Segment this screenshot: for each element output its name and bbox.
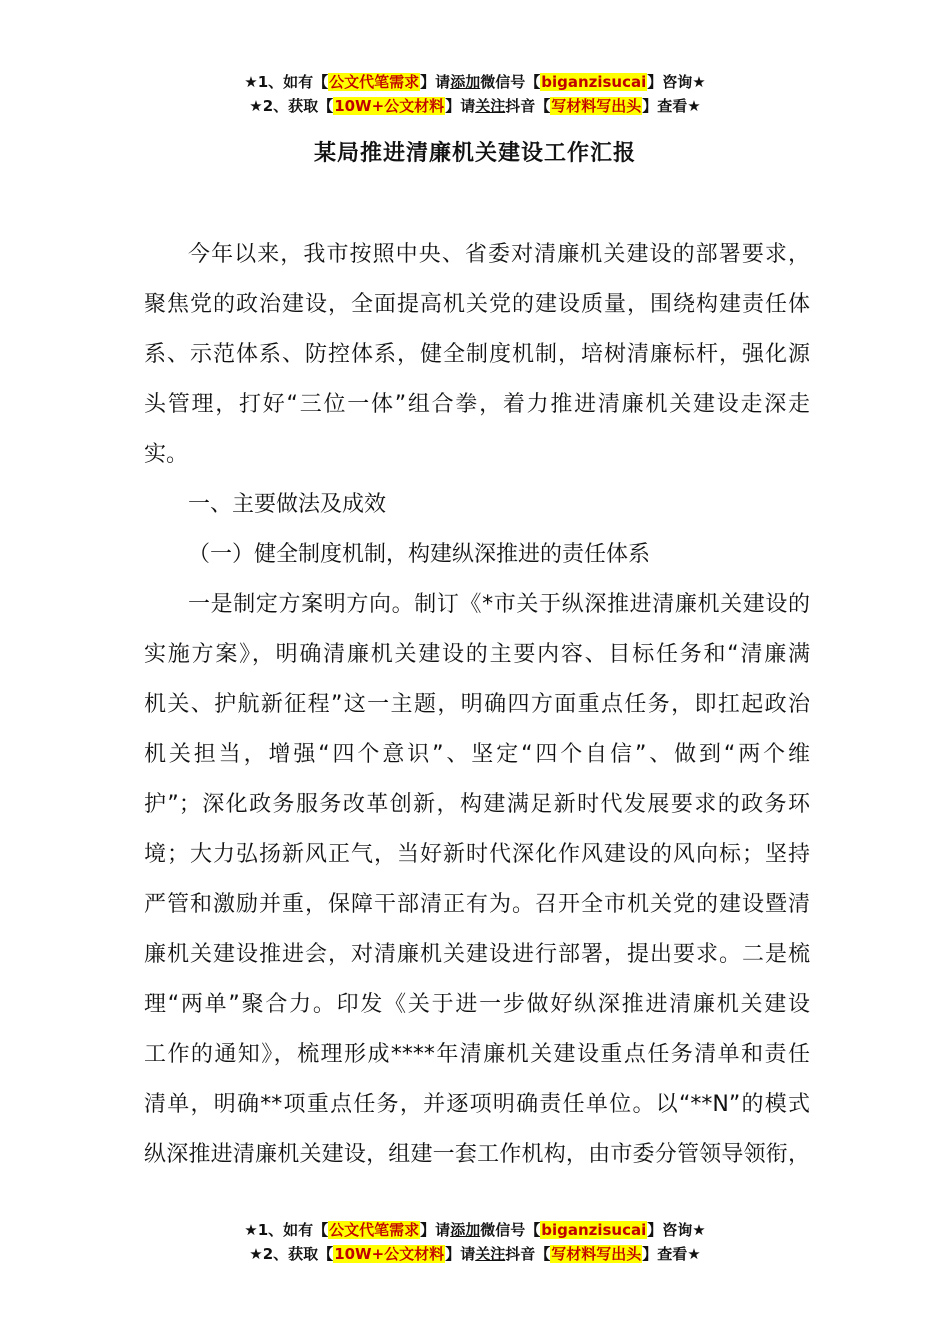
highlight-materials: 10W+公文材料 <box>334 1245 445 1263</box>
promo-line-1: ★1、如有【公文代笔需求】请添加微信号【biganzisucai】咨询★ <box>244 73 706 91</box>
promo-line-2: ★2、获取【10W+公文材料】请关注抖音【写材料写出头】查看★ <box>249 97 701 115</box>
highlight-douyin: 写材料写出头 <box>551 1245 642 1263</box>
body-line: 机关担当，增强“四个意识”、坚定“四个自信”、做到“两个维 <box>144 742 810 767</box>
body-line: 护”；深化政务服务改革创新，构建满足新时代发展要求的政务环 <box>144 792 810 817</box>
body-line: 纵深推进清廉机关建设，组建一套工作机构，由市委分管领导领衔， <box>144 1142 810 1167</box>
body-line: 廉机关建设推进会，对清廉机关建设进行部署，提出要求。二是梳 <box>144 942 810 967</box>
body-line: 系、示范体系、防控体系，健全制度机制，培树清廉标杆，强化源 <box>144 342 810 367</box>
body-line: 境；大力弘扬新风正气，当好新时代深化作风建设的风向标；坚持 <box>144 842 810 867</box>
highlight-wechat-id: biganzisucai <box>541 1221 647 1239</box>
body-line: 清单，明确**项重点任务，并逐项明确责任单位。以“**N”的模式 <box>144 1092 810 1117</box>
subsection-heading: （一）健全制度机制，构建纵深推进的责任体系 <box>188 542 651 567</box>
body-line: 头管理，打好“三位一体”组合拳，着力推进清廉机关建设走深走 <box>144 392 810 417</box>
highlight-service: 公文代笔需求 <box>329 73 420 91</box>
document-title: 某局推进清廉机关建设工作汇报 <box>313 141 636 166</box>
body-line: 聚焦党的政治建设，全面提高机关党的建设质量，围绕构建责任体 <box>144 292 810 317</box>
promo-line-2: ★2、获取【10W+公文材料】请关注抖音【写材料写出头】查看★ <box>249 1245 701 1263</box>
body-line: 工作的通知》，梳理形成****年清廉机关建设重点任务清单和责任 <box>144 1042 810 1067</box>
body-line: 一是制定方案明方向。制订《*市关于纵深推进清廉机关建设的 <box>188 592 810 617</box>
highlight-douyin: 写材料写出头 <box>551 97 642 115</box>
body-line: 严管和激励并重，保障干部清正有为。召开全市机关党的建设暨清 <box>144 892 810 917</box>
body-line: 实。 <box>144 442 189 467</box>
body-line: 机关、护航新征程”这一主题，明确四方面重点任务，即扛起政治 <box>144 692 810 717</box>
highlight-wechat-id: biganzisucai <box>541 73 647 91</box>
promo-banner-top <box>0 70 950 118</box>
promo-banner-bottom <box>0 1218 950 1266</box>
body-line: 实施方案》，明确清廉机关建设的主要内容、目标任务和“清廉满 <box>144 642 810 667</box>
promo-line-1: ★1、如有【公文代笔需求】请添加微信号【biganzisucai】咨询★ <box>244 1221 706 1239</box>
section-heading: 一、主要做法及成效 <box>188 492 387 517</box>
document-body <box>144 230 810 1180</box>
body-line: 理“两单”聚合力。印发《关于进一步做好纵深推进清廉机关建设 <box>144 992 810 1017</box>
body-line: 今年以来，我市按照中央、省委对清廉机关建设的部署要求， <box>188 242 810 267</box>
highlight-materials: 10W+公文材料 <box>334 97 445 115</box>
highlight-service: 公文代笔需求 <box>329 1221 420 1239</box>
